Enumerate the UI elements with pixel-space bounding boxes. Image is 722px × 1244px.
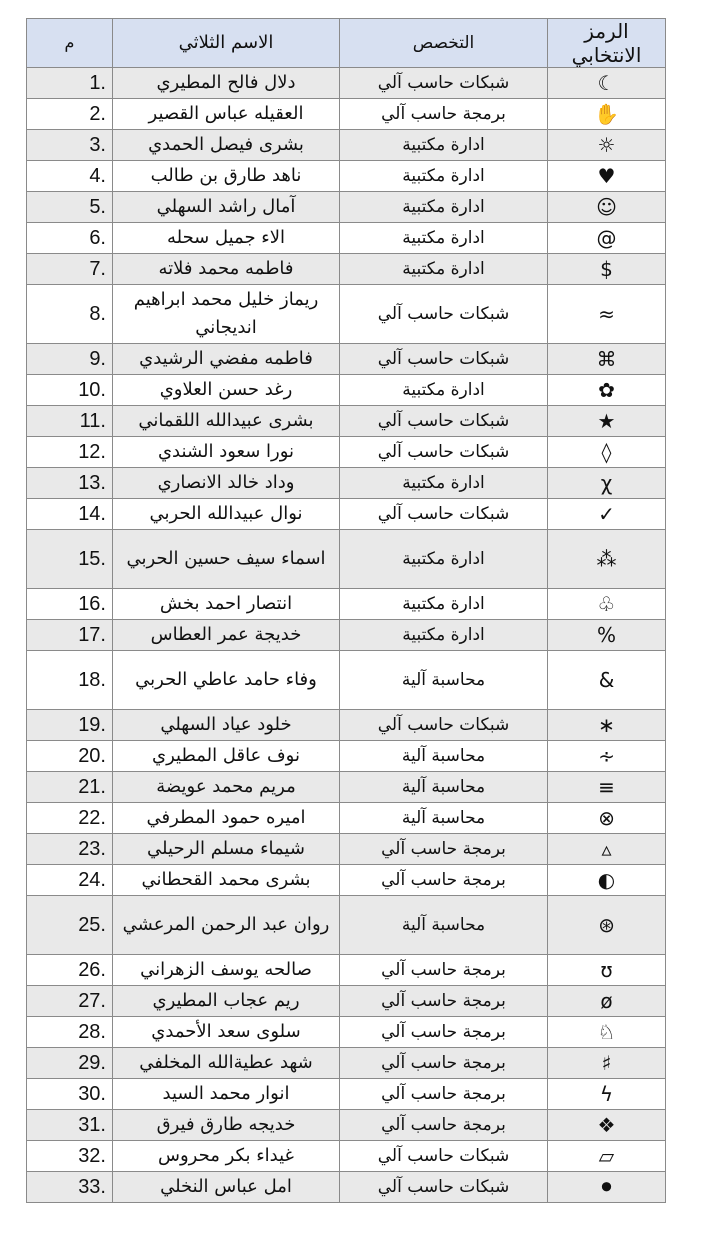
- row-number: 21.: [27, 772, 113, 803]
- table-row: [27, 1017, 666, 1048]
- election-symbol: ≡: [548, 772, 666, 803]
- candidate-specialization: برمجة حاسب آلي: [340, 99, 548, 130]
- election-symbol: ⁂: [548, 530, 666, 589]
- row-number: 8.: [27, 285, 113, 344]
- candidate-specialization: شبكات حاسب آلي: [340, 1172, 548, 1203]
- row-number: 18.: [27, 651, 113, 710]
- table-row: [27, 1079, 666, 1110]
- candidate-specialization: برمجة حاسب آلي: [340, 1017, 548, 1048]
- candidate-name: انوار محمد السيد: [113, 1079, 340, 1110]
- table-row: [27, 499, 666, 530]
- election-symbol: ◊: [548, 437, 666, 468]
- election-symbol: ❖: [548, 1110, 666, 1141]
- table-row: [27, 620, 666, 651]
- election-symbol: ◐: [548, 865, 666, 896]
- row-number: 26.: [27, 955, 113, 986]
- row-number: 6.: [27, 223, 113, 254]
- candidate-specialization: ادارة مكتبية: [340, 254, 548, 285]
- candidate-name: بشرى عبيدالله اللقماني: [113, 406, 340, 437]
- candidate-name: وداد خالد الانصاري: [113, 468, 340, 499]
- candidate-name: انتصار احمد بخش: [113, 589, 340, 620]
- table-row: [27, 375, 666, 406]
- election-symbol: ϟ: [548, 1079, 666, 1110]
- candidate-specialization: برمجة حاسب آلي: [340, 1079, 548, 1110]
- election-symbol: ∻: [548, 741, 666, 772]
- candidate-name: وفاء حامد عاطي الحربي: [113, 651, 340, 710]
- table-row: [27, 285, 666, 344]
- row-number: 19.: [27, 710, 113, 741]
- candidate-name: العقيله عباس القصير: [113, 99, 340, 130]
- candidate-specialization: برمجة حاسب آلي: [340, 834, 548, 865]
- table-row: [27, 986, 666, 1017]
- election-symbol: ♘: [548, 1017, 666, 1048]
- election-symbol: ♥: [548, 161, 666, 192]
- election-symbol: ☾: [548, 68, 666, 99]
- header-row: [27, 19, 666, 68]
- candidate-specialization: ادارة مكتبية: [340, 468, 548, 499]
- candidate-name: فاطمه مفضي الرشيدي: [113, 344, 340, 375]
- candidate-name: سلوى سعد الأحمدي: [113, 1017, 340, 1048]
- table-row: [27, 741, 666, 772]
- candidate-name: نوال عبيدالله الحربي: [113, 499, 340, 530]
- candidate-name: مريم محمد عويضة: [113, 772, 340, 803]
- candidate-name: روان عبد الرحمن المرعشي: [113, 896, 340, 955]
- candidate-specialization: ادارة مكتبية: [340, 161, 548, 192]
- candidate-specialization: شبكات حاسب آلي: [340, 710, 548, 741]
- row-number: 22.: [27, 803, 113, 834]
- row-number: 25.: [27, 896, 113, 955]
- candidate-name: شهد عطيةالله المخلفي: [113, 1048, 340, 1079]
- election-symbol: ☼: [548, 130, 666, 161]
- candidate-specialization: برمجة حاسب آلي: [340, 1110, 548, 1141]
- row-number: 33.: [27, 1172, 113, 1203]
- row-number: 3.: [27, 130, 113, 161]
- table-row: [27, 530, 666, 589]
- row-number: 32.: [27, 1141, 113, 1172]
- candidate-name: غيداء بكر محروس: [113, 1141, 340, 1172]
- candidate-specialization: برمجة حاسب آلي: [340, 986, 548, 1017]
- row-number: 14.: [27, 499, 113, 530]
- row-number: 29.: [27, 1048, 113, 1079]
- candidates-table-container: [26, 18, 666, 1203]
- election-symbol: %: [548, 620, 666, 651]
- table-row: [27, 955, 666, 986]
- table-row: [27, 68, 666, 99]
- table-row: [27, 192, 666, 223]
- candidate-name: خلود عياد السهلي: [113, 710, 340, 741]
- candidate-name: دلال فالح المطيري: [113, 68, 340, 99]
- election-symbol: ☺: [548, 192, 666, 223]
- election-symbol: ✋: [548, 99, 666, 130]
- candidate-specialization: برمجة حاسب آلي: [340, 865, 548, 896]
- row-number: 13.: [27, 468, 113, 499]
- candidate-specialization: ادارة مكتبية: [340, 620, 548, 651]
- candidate-specialization: شبكات حاسب آلي: [340, 344, 548, 375]
- candidate-specialization: ادارة مكتبية: [340, 192, 548, 223]
- table-row: [27, 161, 666, 192]
- row-number: 4.: [27, 161, 113, 192]
- table-row: [27, 130, 666, 161]
- election-symbol: $: [548, 254, 666, 285]
- header-number: م: [27, 19, 113, 68]
- candidate-name: اميره حمود المطرفي: [113, 803, 340, 834]
- candidate-name: آمال راشد السهلي: [113, 192, 340, 223]
- candidate-specialization: محاسبة آلية: [340, 772, 548, 803]
- election-symbol: ʊ: [548, 955, 666, 986]
- candidate-specialization: محاسبة آلية: [340, 741, 548, 772]
- row-number: 1.: [27, 68, 113, 99]
- election-symbol: ⊛: [548, 896, 666, 955]
- candidate-name: نورا سعود الشندي: [113, 437, 340, 468]
- row-number: 16.: [27, 589, 113, 620]
- table-body: [27, 68, 666, 1203]
- row-number: 9.: [27, 344, 113, 375]
- candidate-specialization: شبكات حاسب آلي: [340, 406, 548, 437]
- election-symbol: ø: [548, 986, 666, 1017]
- table-row: [27, 834, 666, 865]
- candidate-specialization: ادارة مكتبية: [340, 223, 548, 254]
- table-row: [27, 254, 666, 285]
- election-symbol: ✿: [548, 375, 666, 406]
- candidate-name: خديجه طارق فيرق: [113, 1110, 340, 1141]
- candidate-name: صالحه يوسف الزهراني: [113, 955, 340, 986]
- table-row: [27, 99, 666, 130]
- row-number: 17.: [27, 620, 113, 651]
- table-row: [27, 772, 666, 803]
- candidate-name: ريماز خليل محمد ابراهيم انديجاني: [113, 285, 340, 344]
- candidate-name: ريم عجاب المطيري: [113, 986, 340, 1017]
- table-row: [27, 710, 666, 741]
- table-row: [27, 1141, 666, 1172]
- election-symbol: ▱: [548, 1141, 666, 1172]
- election-symbol: ≈: [548, 285, 666, 344]
- row-number: 15.: [27, 530, 113, 589]
- candidate-specialization: برمجة حاسب آلي: [340, 955, 548, 986]
- table-row: [27, 406, 666, 437]
- election-symbol: ✓: [548, 499, 666, 530]
- election-symbol: ♯: [548, 1048, 666, 1079]
- election-symbol: ∗: [548, 710, 666, 741]
- table-row: [27, 344, 666, 375]
- candidate-name: شيماء مسلم الرحيلي: [113, 834, 340, 865]
- header-full-name: الاسم الثلاثي: [113, 19, 340, 68]
- table-row: [27, 223, 666, 254]
- election-symbol: ▵: [548, 834, 666, 865]
- election-symbol: ★: [548, 406, 666, 437]
- candidate-name: نوف عاقل المطيري: [113, 741, 340, 772]
- table-row: [27, 468, 666, 499]
- row-number: 27.: [27, 986, 113, 1017]
- row-number: 28.: [27, 1017, 113, 1048]
- candidate-specialization: برمجة حاسب آلي: [340, 1048, 548, 1079]
- candidate-specialization: ادارة مكتبية: [340, 530, 548, 589]
- election-symbol: ♧: [548, 589, 666, 620]
- candidate-name: بشرى فيصل الحمدي: [113, 130, 340, 161]
- candidate-specialization: شبكات حاسب آلي: [340, 1141, 548, 1172]
- candidate-specialization: محاسبة آلية: [340, 896, 548, 955]
- table-row: [27, 896, 666, 955]
- candidate-name: ناهد طارق بن طالب: [113, 161, 340, 192]
- election-symbol: χ: [548, 468, 666, 499]
- header-specialization: التخصص: [340, 19, 548, 68]
- candidate-specialization: شبكات حاسب آلي: [340, 285, 548, 344]
- row-number: 24.: [27, 865, 113, 896]
- candidate-name: امل عباس النخلي: [113, 1172, 340, 1203]
- table-row: [27, 1048, 666, 1079]
- candidate-specialization: ادارة مكتبية: [340, 130, 548, 161]
- row-number: 10.: [27, 375, 113, 406]
- table-row: [27, 1110, 666, 1141]
- election-symbol: @: [548, 223, 666, 254]
- candidates-table: [26, 18, 666, 1203]
- candidate-specialization: ادارة مكتبية: [340, 375, 548, 406]
- table-row: [27, 803, 666, 834]
- row-number: 12.: [27, 437, 113, 468]
- row-number: 20.: [27, 741, 113, 772]
- candidate-specialization: شبكات حاسب آلي: [340, 437, 548, 468]
- candidate-specialization: شبكات حاسب آلي: [340, 499, 548, 530]
- candidate-name: خديجة عمر العطاس: [113, 620, 340, 651]
- row-number: 31.: [27, 1110, 113, 1141]
- candidate-name: بشرى محمد القحطاني: [113, 865, 340, 896]
- candidate-name: الاء جميل سحله: [113, 223, 340, 254]
- candidate-specialization: شبكات حاسب آلي: [340, 68, 548, 99]
- table-row: [27, 1172, 666, 1203]
- table-row: [27, 651, 666, 710]
- election-symbol: ⚫: [548, 1172, 666, 1203]
- candidate-name: رغد حسن العلاوي: [113, 375, 340, 406]
- row-number: 11.: [27, 406, 113, 437]
- candidate-specialization: محاسبة آلية: [340, 803, 548, 834]
- table-row: [27, 437, 666, 468]
- candidate-specialization: محاسبة آلية: [340, 651, 548, 710]
- election-symbol: ⊗: [548, 803, 666, 834]
- row-number: 7.: [27, 254, 113, 285]
- candidate-name: اسماء سيف حسين الحربي: [113, 530, 340, 589]
- candidate-specialization: ادارة مكتبية: [340, 589, 548, 620]
- row-number: 23.: [27, 834, 113, 865]
- row-number: 30.: [27, 1079, 113, 1110]
- row-number: 2.: [27, 99, 113, 130]
- table-row: [27, 589, 666, 620]
- election-symbol: &: [548, 651, 666, 710]
- header-election-symbol: الرمز الانتخابي: [548, 19, 666, 68]
- table-row: [27, 865, 666, 896]
- election-symbol: ⌘: [548, 344, 666, 375]
- candidate-name: فاطمه محمد فلاته: [113, 254, 340, 285]
- row-number: 5.: [27, 192, 113, 223]
